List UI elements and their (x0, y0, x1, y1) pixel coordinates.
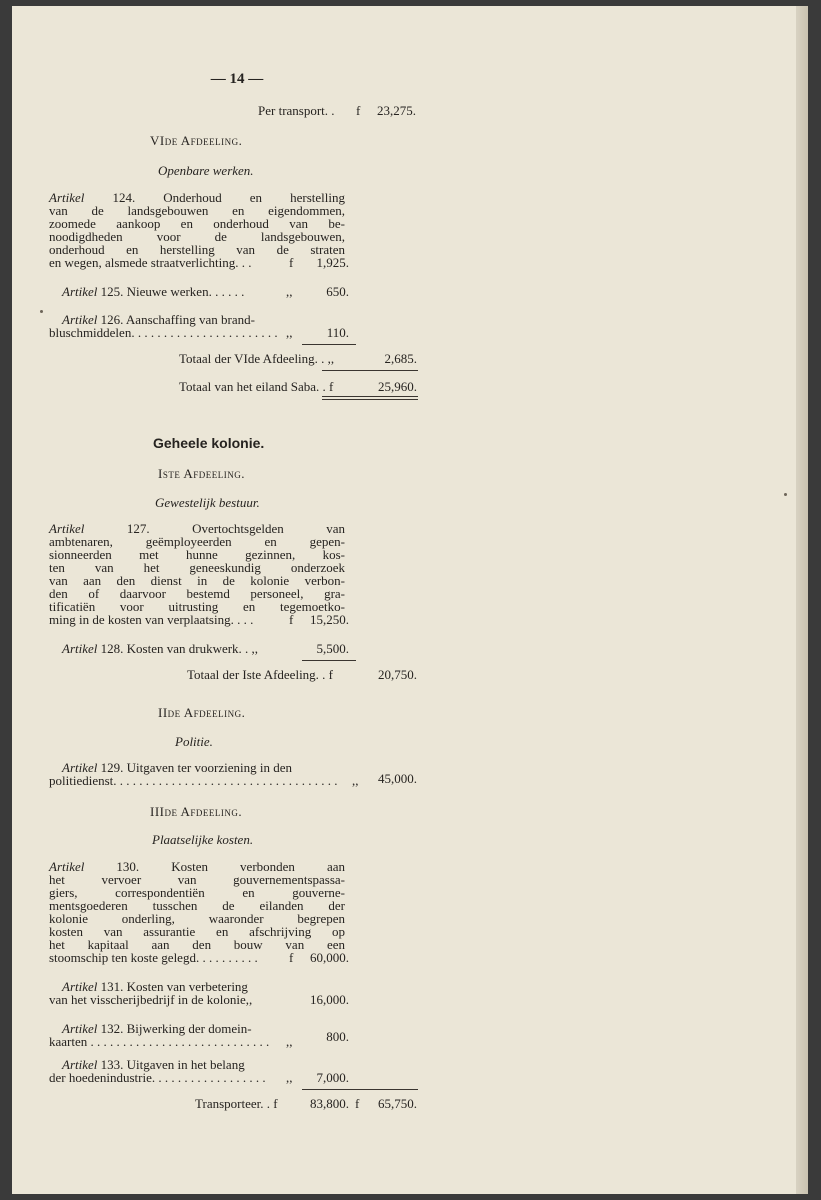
ink-spot (784, 493, 787, 496)
artikel-124-text: Artikel 124. Onderhoud en herstelling van de landsgebouwen en eigendommen, zoomede aankoop en onderhoud van be- noodigdheden voor de landsgebouwen, onderhoud en herstelling van de straten en wegen, alsmede straatverlichting. . . (49, 190, 345, 270)
artikel-124-currency: f (289, 255, 294, 270)
total-vi-amount: 2,685. (384, 351, 417, 366)
page-number: — 14 — (210, 71, 264, 87)
transporteer-sub-amount: 83,800. (310, 1096, 349, 1111)
total-saba-amount: 25,960. (378, 379, 417, 394)
per-transport-currency: f (356, 103, 361, 118)
artikel-130-currency: f (289, 950, 294, 965)
total-i-amount: 20,750. (378, 667, 417, 682)
artikel-131-line1: Artikel 131. Kosten van verbetering (62, 979, 248, 994)
artikel-129-line2: politiedienst. . . . . . . . . . . . . . . . . . . . . . . . . . . . . . . . . . . (49, 773, 338, 788)
transporteer-currency: f (355, 1096, 360, 1111)
double-rule-bottom (322, 399, 418, 400)
artikel-126-line2: bluschmiddelen. . . . . . . . . . . . . . . . . . . . . . . (49, 325, 278, 340)
artikel-132-currency: ,, (286, 1034, 293, 1049)
artikel-125-amount: 650. (326, 284, 349, 299)
artikel-132-line2: kaarten . . . . . . . . . . . . . . . . . . . . . . . . . . . . (49, 1034, 270, 1049)
artikel-126-currency: ,, (286, 325, 293, 340)
artikel-132-amount: 800. (326, 1029, 349, 1044)
artikel-127-currency: f (289, 612, 294, 627)
artikel-125-text: Artikel 125. Nieuwe werken. . . . . . (62, 284, 245, 299)
artikel-130-text: Artikel 130. Kosten verbonden aan het vervoer van gouvernementspassa- giers, correspondentiën en gouverne- mentsgoederen tusschen de eilanden der kolonie onderling, waaronder begrepen kosten van assurantie en afschrijving op het kapitaal aan den bouw van een stoomschip ten koste gelegd. . . . . . . . . . (49, 859, 345, 965)
subtotal-rule (302, 344, 356, 345)
section-ii-heading: IIde Afdeeling. (158, 705, 246, 720)
artikel-133-line2: der hoedenindustrie. . . . . . . . . . . . . . . . . . (49, 1070, 266, 1085)
section-iii-subheading: Plaatselijke kosten. (152, 832, 254, 847)
total-vi-label: Totaal der VIde Afdeeling. . ,, (179, 351, 335, 366)
double-rule-top (322, 396, 418, 397)
artikel-131-line2: van het visscherijbedrijf in de kolonie,, (49, 992, 253, 1007)
section-i-subheading: Gewestelijk bestuur. (155, 495, 260, 510)
transporteer-label: Transporteer. . f (195, 1096, 278, 1111)
artikel-129-line1: Artikel 129. Uitgaven ter voorziening in den (62, 760, 292, 775)
artikel-131-amount: 16,000. (310, 992, 349, 1007)
scanned-page (12, 6, 808, 1194)
ink-spot (40, 310, 43, 313)
transporteer-amount: 65,750. (378, 1096, 417, 1111)
page-spine-edge (796, 6, 808, 1194)
section-i-heading: Iste Afdeeling. (158, 466, 245, 481)
per-transport-label: Per transport. . (258, 103, 335, 118)
artikel-129-amount: 45,000. (378, 771, 417, 786)
artikel-132-line1: Artikel 132. Bijwerking der domein- (62, 1021, 252, 1036)
artikel-133-line1: Artikel 133. Uitgaven in het belang (62, 1057, 245, 1072)
artikel-124-amount: 1,925. (316, 255, 349, 270)
artikel-125-currency: ,, (286, 284, 293, 299)
artikel-label: Artikel (49, 190, 85, 205)
artikel-126-line1: Artikel 126. Aanschaffing van brand- (62, 312, 255, 327)
section-vi-subheading: Openbare werken. (158, 163, 254, 178)
subtotal-rule (302, 660, 356, 661)
artikel-128-amount: 5,500. (316, 641, 349, 656)
per-transport-amount: 23,275. (377, 103, 416, 118)
artikel-127-amount: 15,250. (310, 612, 349, 627)
artikel-128-text: Artikel 128. Kosten van drukwerk. . ,, (62, 641, 259, 656)
artikel-129-currency: ,, (352, 773, 359, 788)
colony-heading: Geheele kolonie. (153, 435, 265, 451)
total-i-label: Totaal der Iste Afdeeling. . f (187, 667, 334, 682)
transporteer-rule (302, 1089, 418, 1090)
section-iii-heading: IIIde Afdeeling. (150, 804, 243, 819)
total-saba-label: Totaal van het eiland Saba. . f (179, 379, 334, 394)
artikel-126-amount: 110. (326, 325, 349, 340)
total-rule (322, 370, 418, 371)
section-ii-subheading: Politie. (175, 734, 213, 749)
section-vi-heading: VIde Afdeeling. (150, 133, 243, 148)
artikel-130-amount: 60,000. (310, 950, 349, 965)
artikel-127-text: Artikel 127. Overtochtsgelden van ambtenaren, geëmployeerden en gepen- sionneerden met hunne gezinnen, kos- ten van het geneeskundig onderzoek van aan den dienst in de kolonie verbon- den of daarvoor bestemd personeel, gra- tificatiën voor uitrusting en tegemoetko- ming in de kosten van verplaatsing. . . . (49, 521, 345, 627)
artikel-133-amount: 7,000. (316, 1070, 349, 1085)
artikel-133-currency: ,, (286, 1070, 293, 1085)
